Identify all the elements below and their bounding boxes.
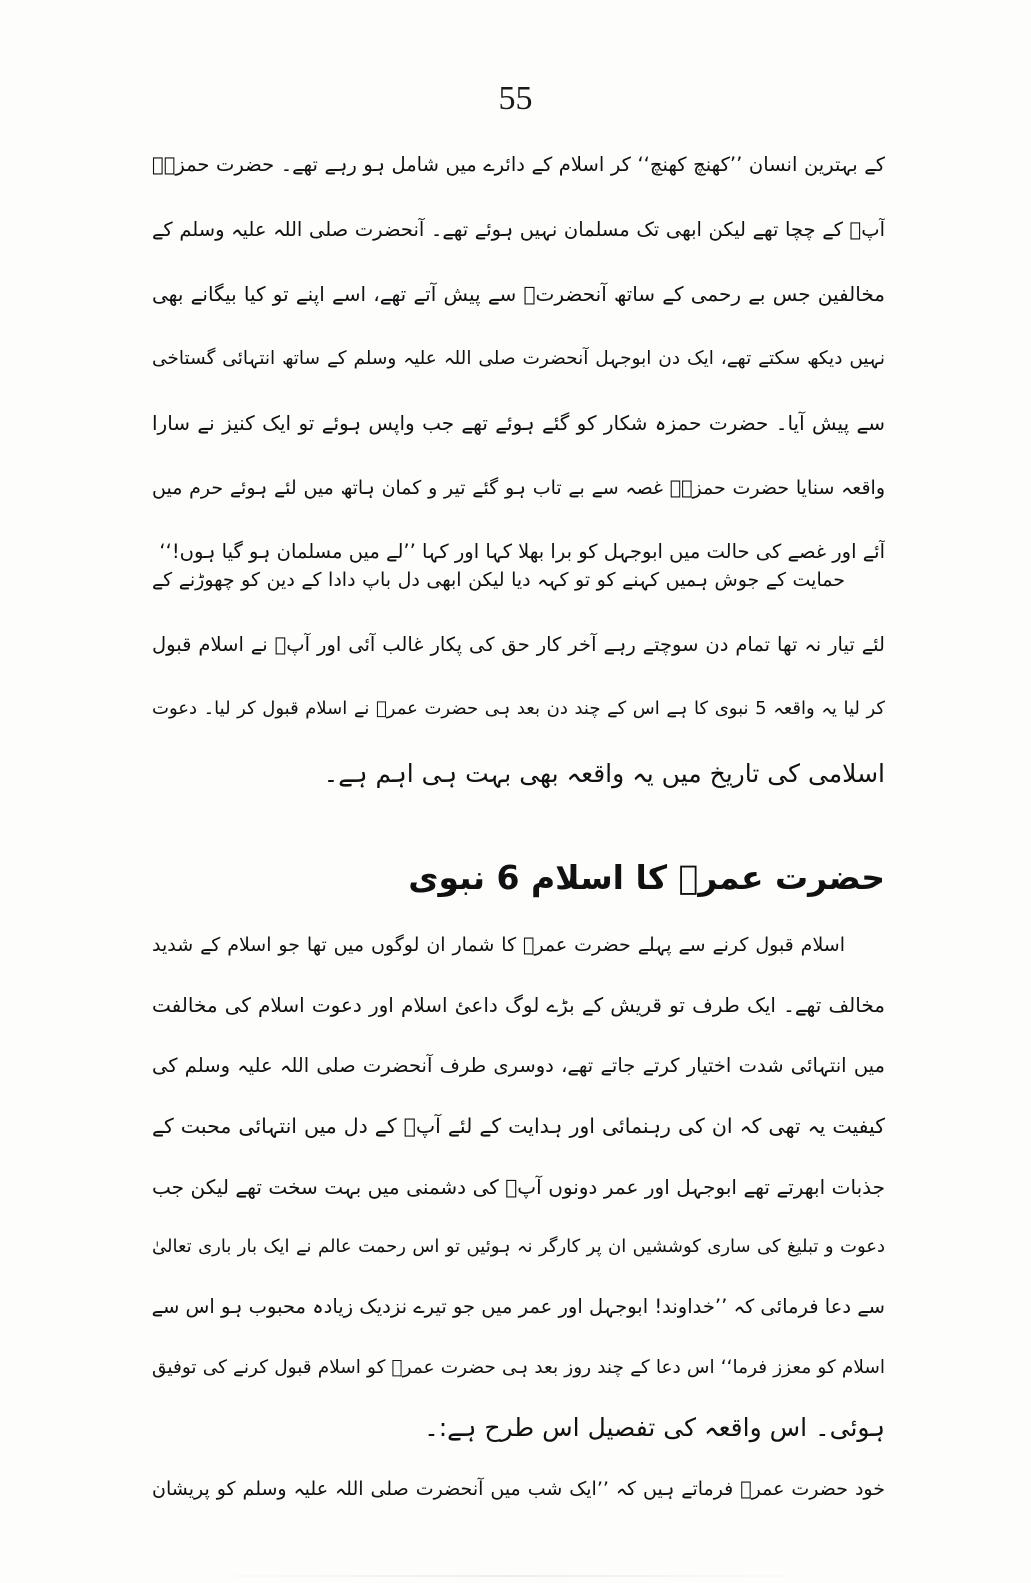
text-line: کیفیت یہ تھی کہ ان کی رہنمائی اور ہدایت کے لئے آپؐ کے دل میں انتہائی محبت کے (152, 1114, 885, 1139)
text-line: سے دعا فرمائی کہ ’’خداوند! ابوجہل اور عمر میں جو تیرے نزدیک زیادہ محبوب ہو اس سے (152, 1295, 885, 1319)
text-line: کر لیا یہ واقعہ 5 نبوی کا ہے اس کے چند دن بعد ہی حضرت عمرؓ نے اسلام قبول کر لیا۔ دعوت (152, 698, 885, 719)
text-line: مخالفین جس بے رحمی کے ساتھ آنحضرتؐ سے پیش آتے تھے، اسے اپنے تو کیا بیگانے بھی (152, 282, 885, 306)
text-line: جذبات ابھرتے تھے ابوجہل اور عمر دونوں آپؐ کی دشمنی میں بہت سخت تھے لیکن جب (152, 1174, 885, 1199)
text-line: اسلام قبول کرنے سے پہلے حضرت عمرؓ کا شمار ان لوگوں میں تھا جو اسلام کے شدید (152, 934, 845, 956)
paragraph-hamza (152, 145, 885, 597)
text-line: کے بہترین انسان ’’کھنچ کھنچ‘‘ کر اسلام کے دائرے میں شامل ہو رہے تھے۔ حضرت حمزہؓ (152, 153, 885, 176)
text-line: لئے تیار نہ تھا تمام دن سوچتے رہے آخر کار حق کی پکار غالب آئی اور آپؓ نے اسلام قبول (152, 632, 885, 656)
text-line: اسلامی کی تاریخ میں یہ واقعہ بھی بہت ہی اہم ہے۔ (323, 758, 885, 788)
text-line: مخالف تھے۔ ایک طرف تو قریش کے بڑے لوگ داعئ اسلام اور دعوت اسلام کی مخالفت (152, 993, 885, 1018)
text-line: واقعہ سنایا حضرت حمزہؓ غصہ سے بے تاب ہو گئے تیر و کمان ہاتھ میں لئے ہوئے حرم میں (152, 476, 885, 499)
text-line: سے پیش آیا۔ حضرت حمزہ شکار کو گئے ہوئے تھے جب واپس ہوئے تو ایک کنیز نے سارا (152, 411, 885, 435)
paragraph-acceptance (152, 560, 885, 818)
text-line: نہیں دیکھ سکتے تھے، ایک دن ابوجہل آنحضرت صلی اللہ علیہ وسلم کے ساتھ انتہائی گستاخی (152, 347, 885, 369)
text-line: ہوئی۔ اس واقعہ کی تفصیل اس طرح ہے:۔ (424, 1413, 885, 1443)
text-line: آئے اور غصے کی حالت میں ابوجہل کو برا بھلا کہا اور کہا ’’لے میں مسلمان ہو گیا ہوں!‘‘ (159, 540, 885, 563)
section-heading: حضرت عمرؓ کا اسلام 6 نبوی (408, 858, 885, 897)
text-line: خود حضرت عمرؓ فرماتے ہیں کہ ’’ایک شب میں آنحضرت صلی اللہ علیہ وسلم کو پریشان (152, 1477, 885, 1500)
text-line: حمایت کے جوش ہمیں کہنے کو تو کہہ دیا لیکن ابھی دل باپ دادا کے دین کو چھوڑنے کے (152, 569, 845, 591)
text-line: دعوت و تبلیغ کی ساری کوششیں ان پر کارگر نہ ہوئیں تو اس رحمت عالم نے ایک بار باری تعالیٰ (152, 1235, 885, 1257)
page-number: 55 (498, 80, 533, 117)
scan-edge-shadow (180, 1575, 840, 1577)
paragraph-umar (152, 925, 885, 1529)
text-line: اسلام کو معزز فرما‘‘ اس دعا کے چند روز بعد ہی حضرت عمرؓ کو اسلام قبول کرنے کی توفیق (152, 1356, 885, 1378)
text-line: میں انتہائی شدت اختیار کرتے جاتے تھے، دوسری طرف آنحضرت صلی اللہ علیہ وسلم کی (152, 1053, 885, 1077)
text-line: آپؐ کے چچا تھے لیکن ابھی تک مسلمان نہیں ہوئے تھے۔ آنحضرت صلی اللہ علیہ وسلم کے (152, 217, 885, 241)
